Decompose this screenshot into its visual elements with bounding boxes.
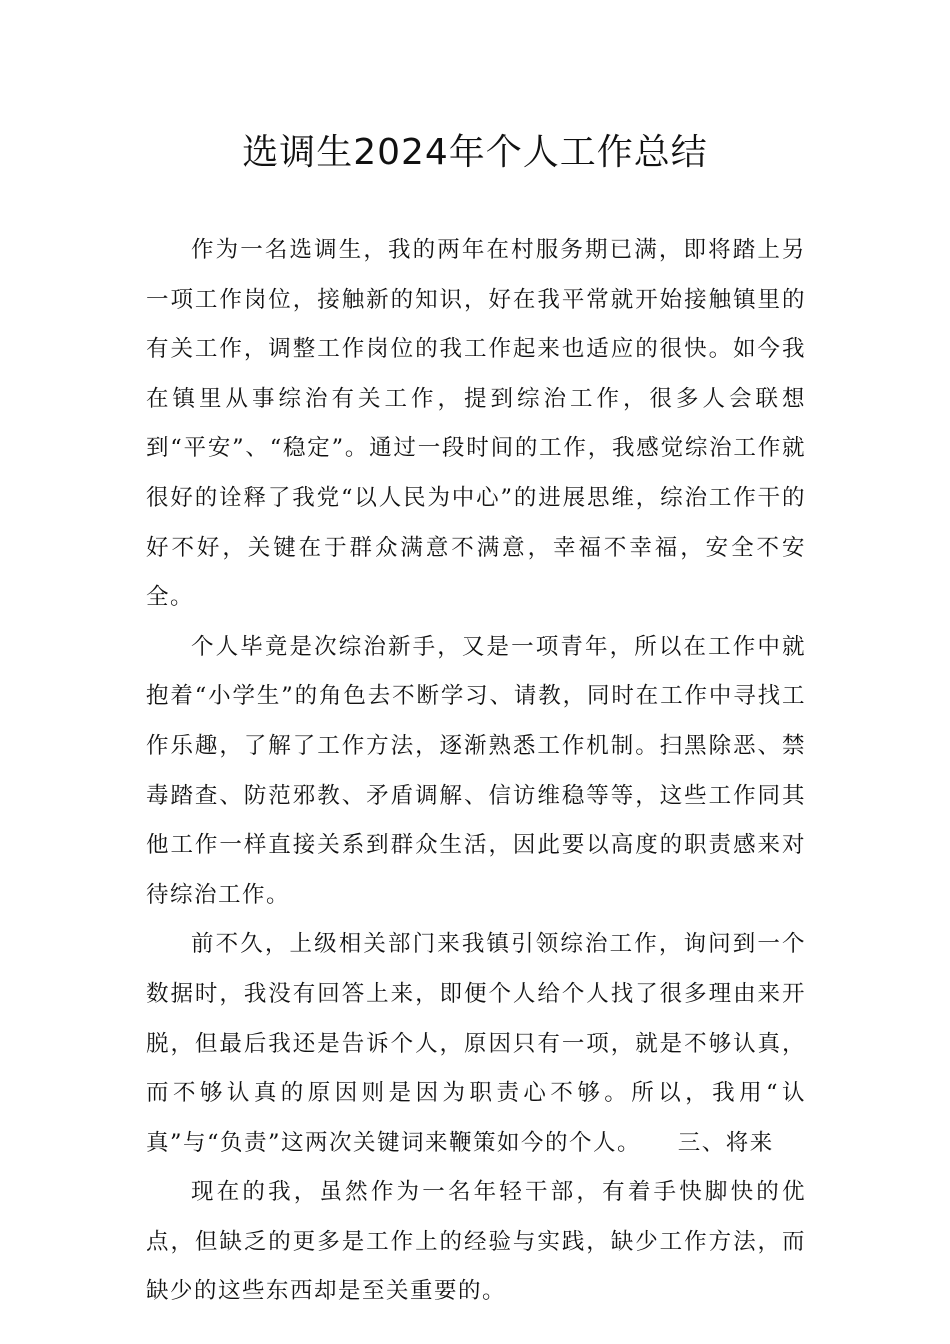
paragraph: 现在的我，虽然作为一名年轻干部，有着手快脚快的优点，但缺乏的更多是工作上的经验与实践，缺少工作方法，而缺少的这些东西却是至关重要的。 bbox=[146, 1179, 806, 1305]
paragraph: 前不久，上级相关部门来我镇引领综治工作，询问到一个数据时，我没有回答上来，即便个人给个人找了很多理由来开脱，但最后我还是告诉个人，原因只有一项，就是不够认真，而不够认真的原因则是因为职责心不够。所以，我用“认真”与“负责”这两次关键词来鞭策如今的个人。 三、将来 bbox=[146, 931, 806, 1156]
paragraph: 个人毕竟是次综治新手，又是一项青年，所以在工作中就抱着“小学生”的角色去不断学习、请教，同时在工作中寻找工作乐趣，了解了工作方法，逐渐熟悉工作机制。扫黑除恶、禁毒踏查、防范邪教、矛盾调解、信访维稳等等，这些工作同其他工作一样直接关系到群众生活，因此要以高度的职责感来对待综治工作。 bbox=[146, 633, 806, 908]
paragraph: 作为一名选调生，我的两年在村服务期已满，即将踏上另一项工作岗位，接触新的知识，好在我平常就开始接触镇里的有关工作，调整工作岗位的我工作起来也适应的很快。如今我在镇里从事综治有关工作，提到综治工作，很多人会联想到“平安”、“稳定”。通过一段时间的工作，我感觉综治工作就很好的诠释了我党“以人民为中心”的进展思维，综治工作干的好不好，关键在于群众满意不满意，幸福不幸福，安全不安全。 bbox=[146, 237, 806, 611]
document-title: 选调生2024年个人工作总结 bbox=[242, 132, 708, 173]
document-body bbox=[146, 226, 806, 1317]
